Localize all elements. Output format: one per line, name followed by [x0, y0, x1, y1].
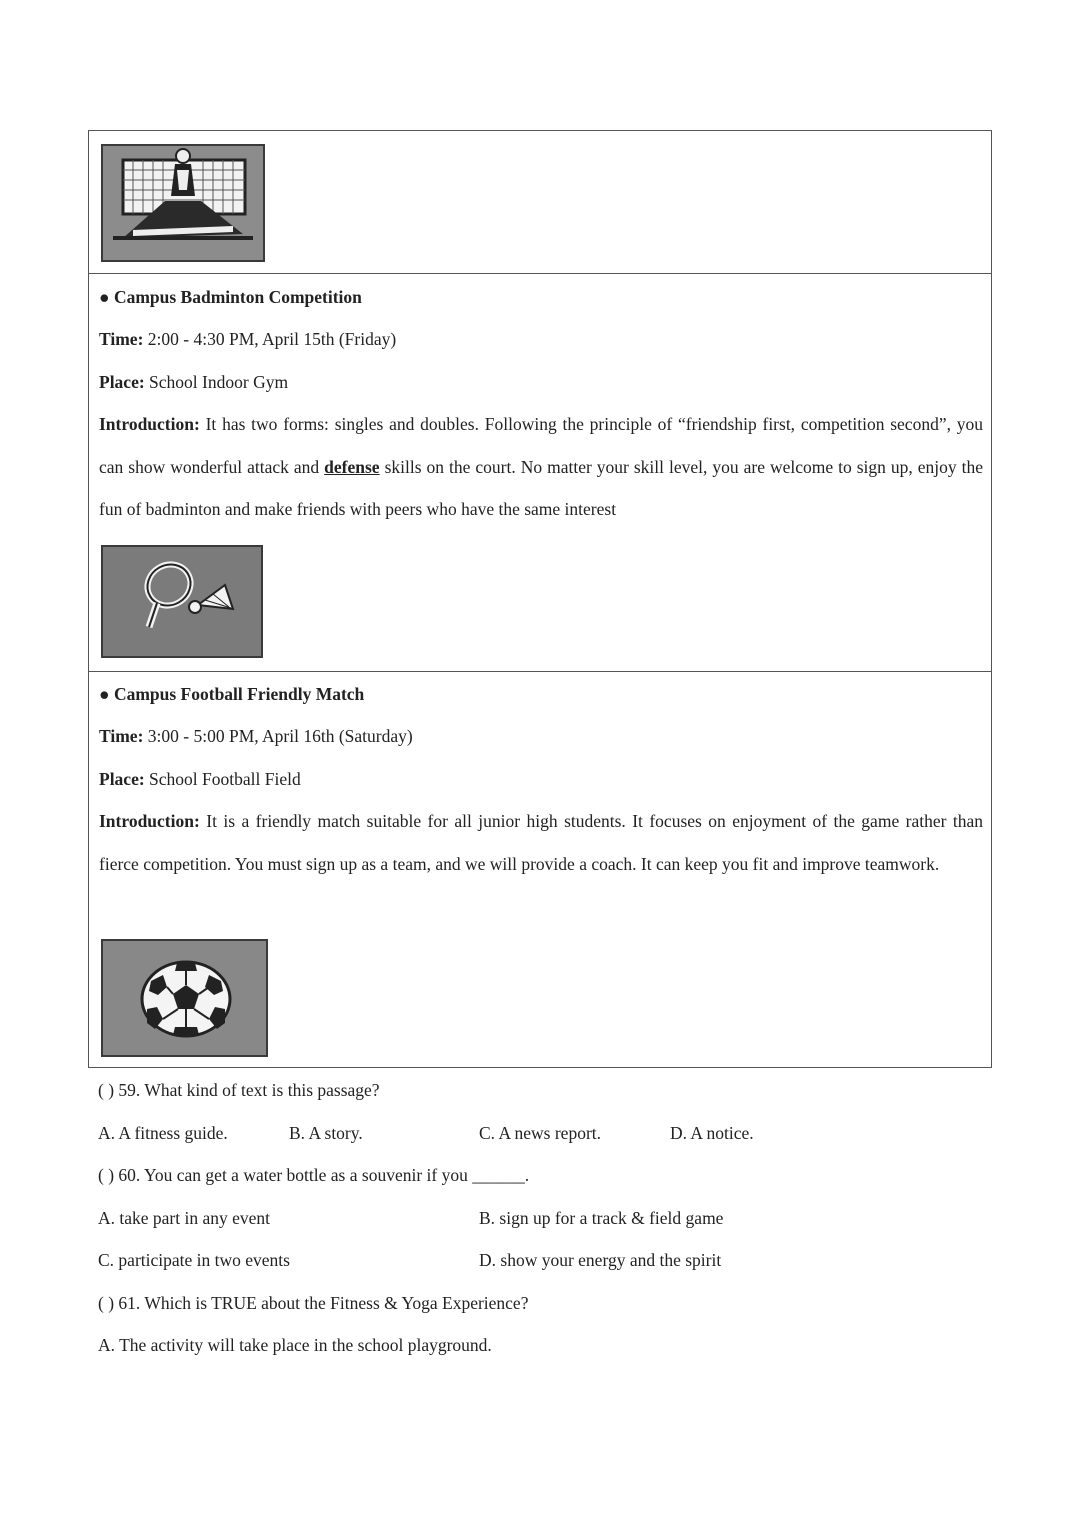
q60-option-a: A. take part in any event — [98, 1208, 271, 1228]
football-introduction: Introduction: It is a friendly match suitable for all junior high students. It focuses on enjoyment of the game rather than fierce competition. You must sign up as a team, and we will provide a coach. It can keep you fit and improve teamwork. — [99, 811, 983, 874]
events-table — [88, 130, 992, 1068]
badminton-introduction: Introduction: It has two forms: singles and doubles. Following the principle of “friendship first, competition second”, you can show wonderful attack and defense skills on the court. No matter your skill level, you are welcome to sign up, enjoy the fun of badminton and make friends with peers who have the same interest — [99, 414, 984, 519]
question-61: ( ) 61. Which is TRUE about the Fitness & Yoga Experience? — [98, 1293, 529, 1313]
defense-keyword: defense — [324, 456, 380, 477]
q60-option-d: D. show your energy and the spirit — [479, 1250, 722, 1270]
question-60: ( ) 60. You can get a water bottle as a souvenir if you ______. — [98, 1165, 530, 1185]
question-59: ( ) 59. What kind of text is this passage? — [98, 1080, 380, 1100]
badminton-racket-shuttlecock-icon — [101, 545, 263, 658]
badminton-time: Time: 2:00 - 4:30 PM, April 15th (Friday) — [99, 329, 397, 349]
badminton-title: ● Campus Badminton Competition — [99, 287, 362, 307]
badminton-place: Place: School Indoor Gym — [99, 372, 289, 392]
q59-option-c: C. A news report. — [479, 1123, 602, 1143]
q59-option-b: B. A story. — [289, 1123, 363, 1143]
goalkeeper-icon — [101, 144, 265, 262]
q59-option-d: D. A notice. — [670, 1123, 754, 1143]
football-place: Place: School Football Field — [99, 769, 301, 789]
q60-option-b: B. sign up for a track & field game — [479, 1208, 724, 1228]
football-title: ● Campus Football Friendly Match — [99, 684, 365, 704]
q61-option-a: A. The activity will take place in the school playground. — [98, 1335, 492, 1355]
football-time: Time: 3:00 - 5:00 PM, April 16th (Saturday) — [99, 726, 413, 746]
q59-option-a: A. A fitness guide. — [98, 1123, 228, 1143]
q60-option-c: C. participate in two events — [98, 1250, 290, 1270]
football-icon — [101, 939, 268, 1057]
